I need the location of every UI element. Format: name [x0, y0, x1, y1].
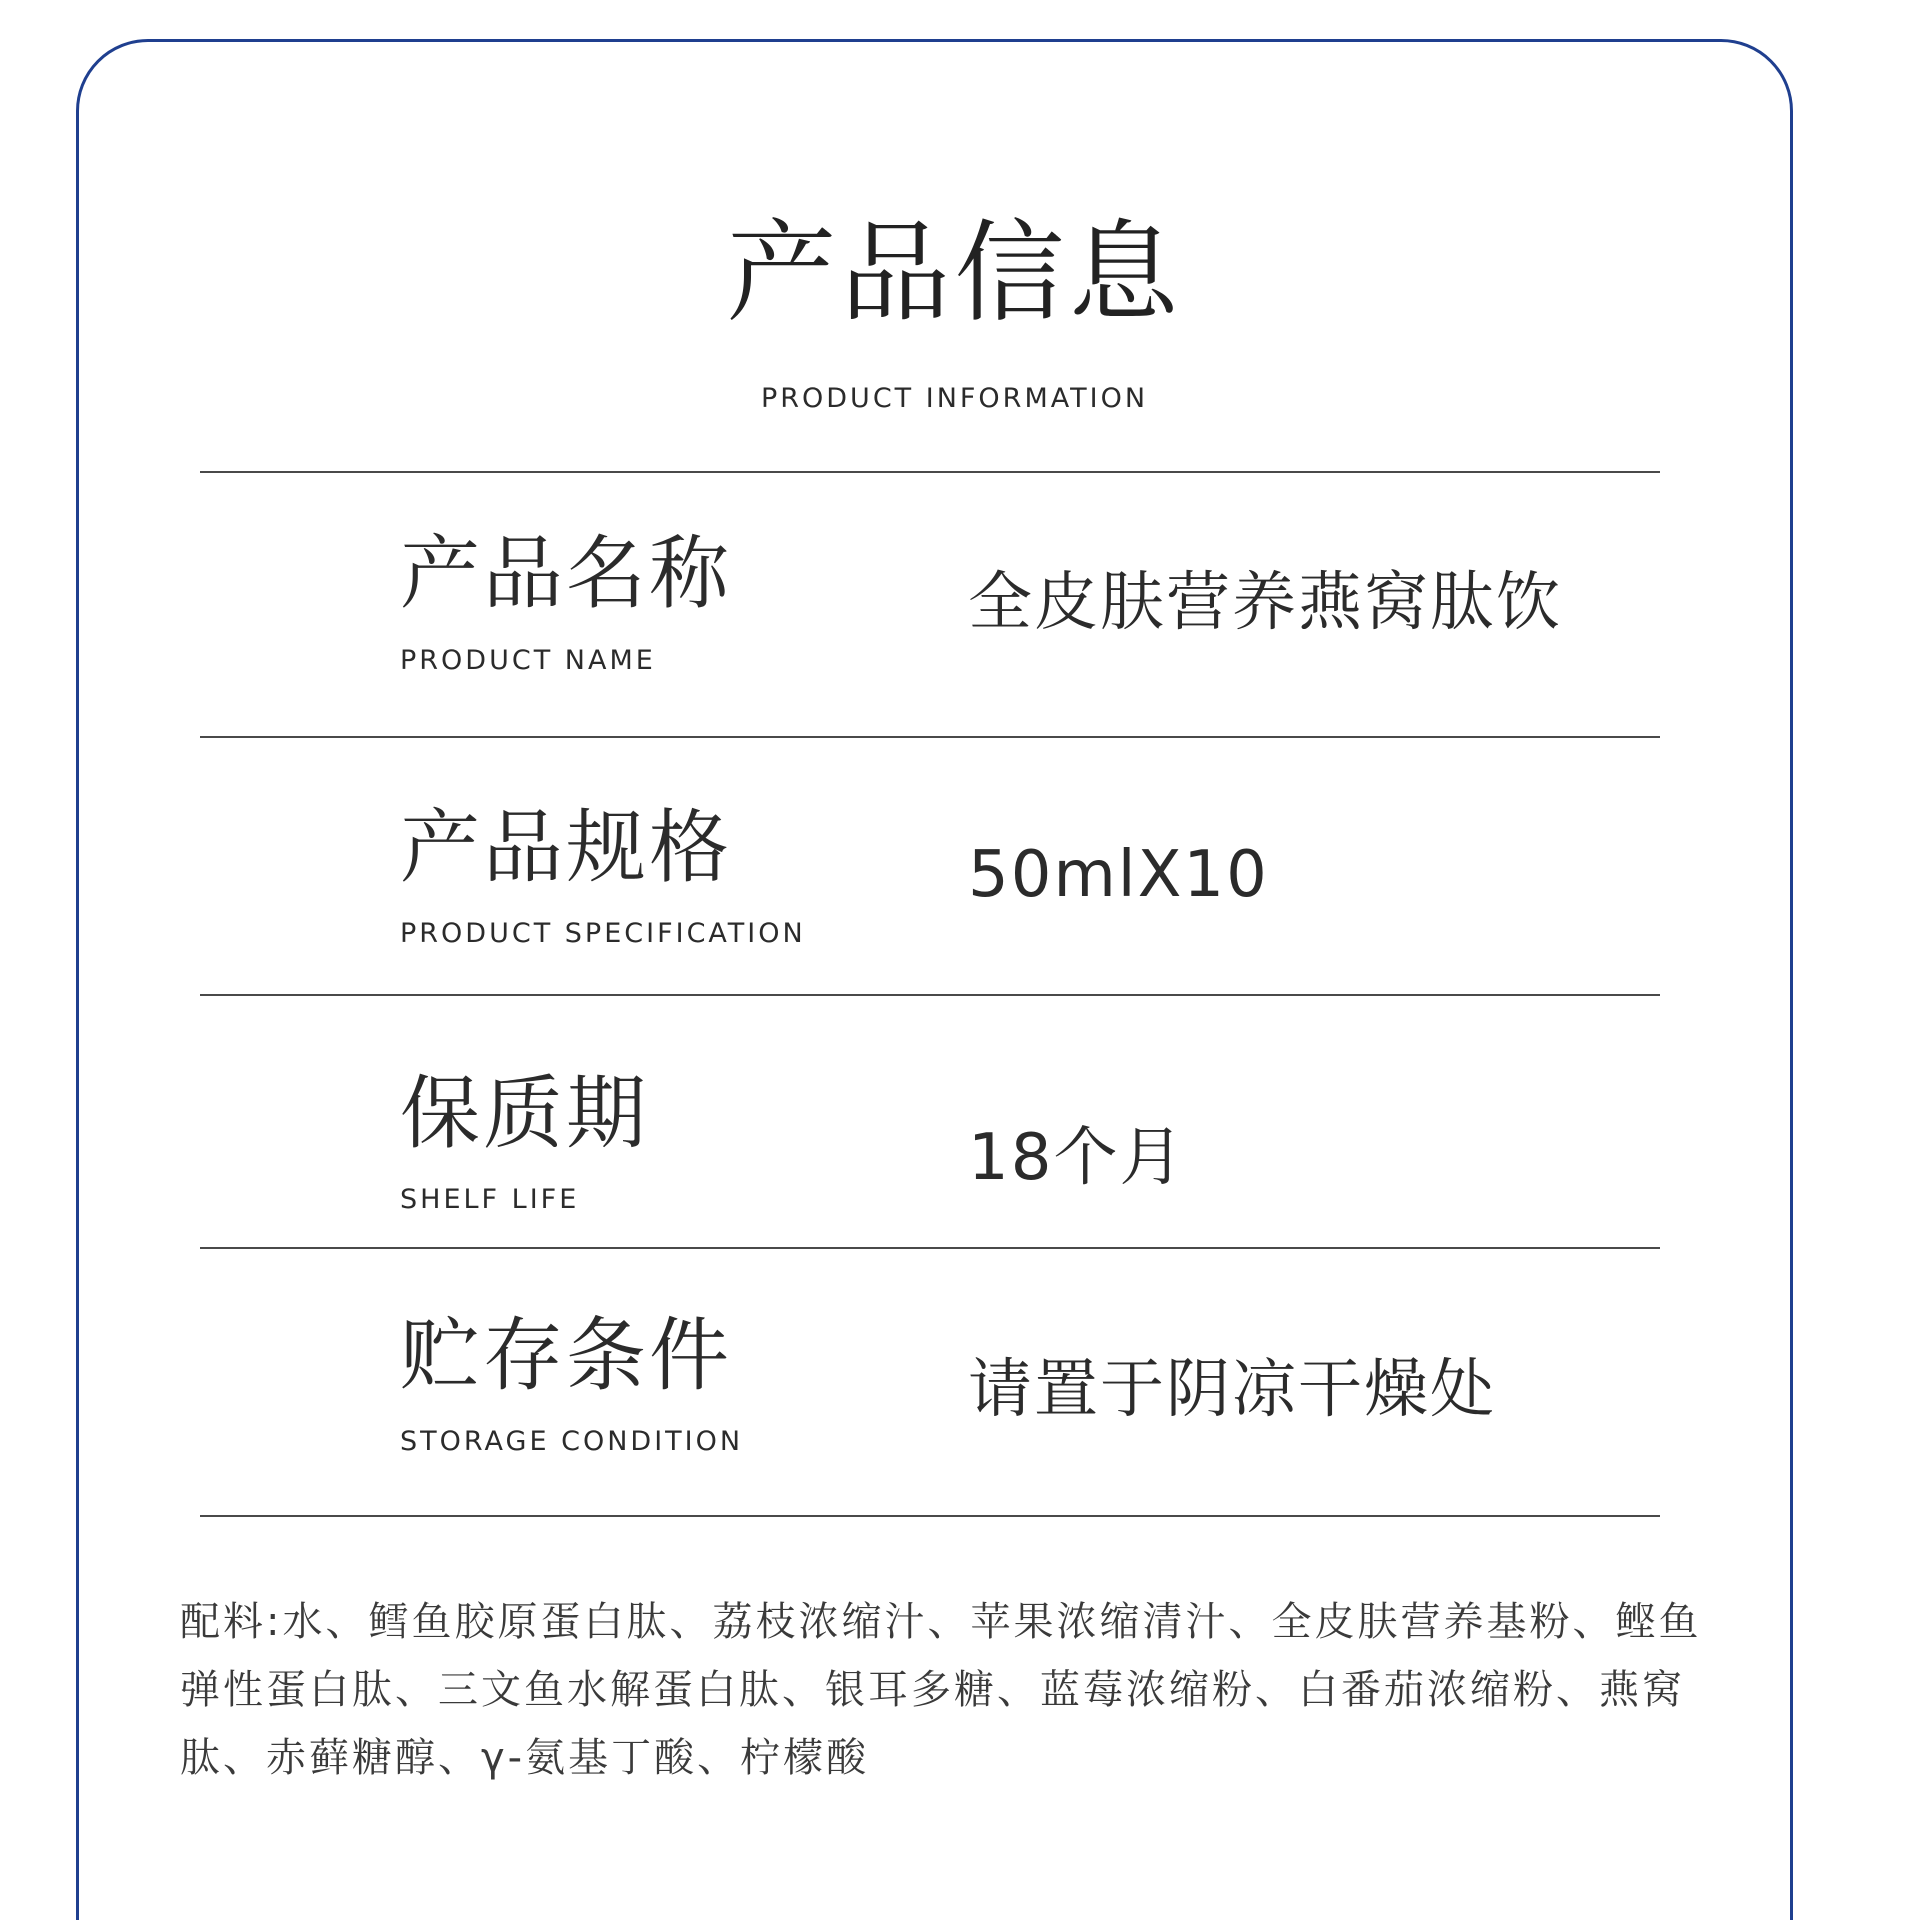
storage-label-en: STORAGE CONDITION — [400, 1426, 744, 1457]
storage-label: 贮存条件 — [400, 1309, 732, 1402]
product-spec-label-en: PRODUCT SPECIFICATION — [400, 918, 806, 949]
divider — [200, 1247, 1660, 1249]
product-name-label: 产品名称 — [400, 527, 732, 620]
product-spec-value: 50mlX10 — [968, 838, 1269, 912]
page-subtitle: PRODUCT INFORMATION — [760, 383, 1149, 414]
product-name-label-en: PRODUCT NAME — [400, 645, 656, 676]
product-name-value: 全皮肤营养燕窝肽饮 — [968, 566, 1562, 640]
shelf-life-value: 18个月 — [968, 1121, 1186, 1195]
divider — [200, 736, 1660, 738]
product-spec-label: 产品规格 — [400, 801, 732, 894]
divider — [200, 1515, 1660, 1517]
divider — [200, 994, 1660, 996]
divider — [200, 471, 1660, 473]
shelf-life-label-en: SHELF LIFE — [400, 1184, 580, 1215]
storage-value: 请置于阴凉干燥处 — [968, 1353, 1496, 1427]
shelf-life-label: 保质期 — [400, 1067, 649, 1160]
page-title: 产品信息 — [726, 209, 1183, 337]
ingredients-text: 配料:水、鳕鱼胶原蛋白肽、荔枝浓缩汁、苹果浓缩清汁、全皮肤营养基粉、鲣鱼弹性蛋白肽、三文鱼水解蛋白肽、银耳多糖、蓝莓浓缩粉、白番茄浓缩粉、燕窝肽、赤藓糖醇、γ-氨基丁酸、柠檬酸 — [180, 1599, 1702, 1781]
